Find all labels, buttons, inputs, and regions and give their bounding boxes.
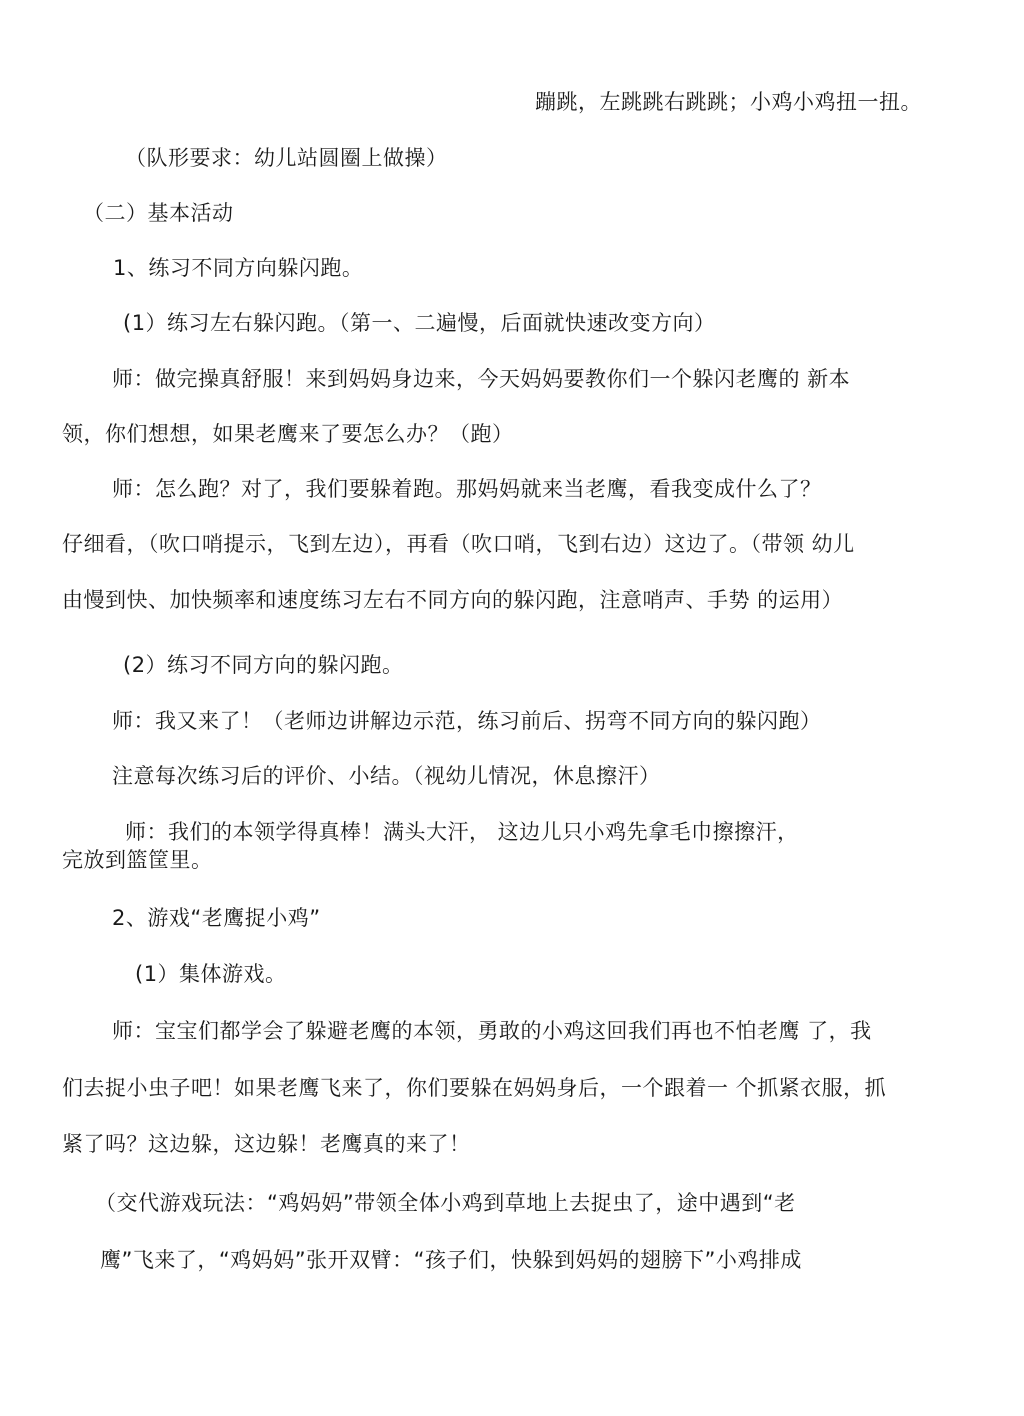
- text-line: (1）练习左右躲闪跑。（第一、二遍慢，后面就快速改变方向）: [123, 311, 716, 335]
- text-line: 仔细看，（吹口哨提示，飞到左边），再看（吹口哨，飞到右边）这边了。（带领 幼儿: [62, 532, 855, 556]
- text-line: 鹰”飞来了，“鸡妈妈”张开双臂：“孩子们，快躲到妈妈的翅膀下”小鸡排成: [100, 1248, 802, 1272]
- text-line: 注意每次练习后的评价、小结。（视幼儿情况，休息擦汗）: [112, 764, 661, 788]
- text-line: 们去捉小虫子吧！如果老鹰飞来了，你们要躲在妈妈身后，一个跟着一 个抓紧衣服，抓: [62, 1076, 887, 1100]
- section-heading: （二）基本活动: [83, 201, 234, 225]
- text-line: (2）练习不同方向的躲闪跑。: [123, 653, 404, 677]
- text-line: （交代游戏玩法：“鸡妈妈”带领全体小鸡到草地上去捉虫了，途中遇到“老: [95, 1191, 796, 1215]
- text-line: （队形要求：幼儿站圆圈上做操）: [125, 146, 448, 170]
- text-line: 紧了吗？这边躲，这边躲！老鹰真的来了！: [62, 1132, 471, 1156]
- text-line: 由慢到快、加快频率和速度练习左右不同方向的躲闪跑，注意哨声、手势 的运用）: [62, 588, 844, 612]
- subsection-heading: 2、游戏“老鹰捉小鸡”: [112, 906, 321, 930]
- text-line: 师：我们的本领学得真棒！满头大汗， 这边儿只小鸡先拿毛巾擦擦汗，: [125, 820, 799, 844]
- text-line: 领，你们想想，如果老鹰来了要怎么办？（跑）: [62, 422, 514, 446]
- text-line: 蹦跳，左跳跳右跳跳；小鸡小鸡扭一扭。: [535, 90, 922, 114]
- text-line: 完放到篮筐里。: [62, 848, 213, 872]
- subsection-heading: 1、练习不同方向躲闪跑。: [113, 256, 364, 280]
- text-line: 师：我又来了！（老师边讲解边示范，练习前后、拐弯不同方向的躲闪跑）: [112, 709, 822, 733]
- text-line: 师：宝宝们都学会了躲避老鹰的本领，勇敢的小鸡这回我们再也不怕老鹰 了，我: [112, 1019, 872, 1043]
- text-line: 师：做完操真舒服！来到妈妈身边来，今天妈妈要教你们一个躲闪老鹰的 新本: [112, 367, 851, 391]
- text-line: (1）集体游戏。: [135, 962, 287, 986]
- text-line: 师：怎么跑？对了，我们要躲着跑。那妈妈就来当老鹰，看我变成什么了？: [112, 477, 822, 501]
